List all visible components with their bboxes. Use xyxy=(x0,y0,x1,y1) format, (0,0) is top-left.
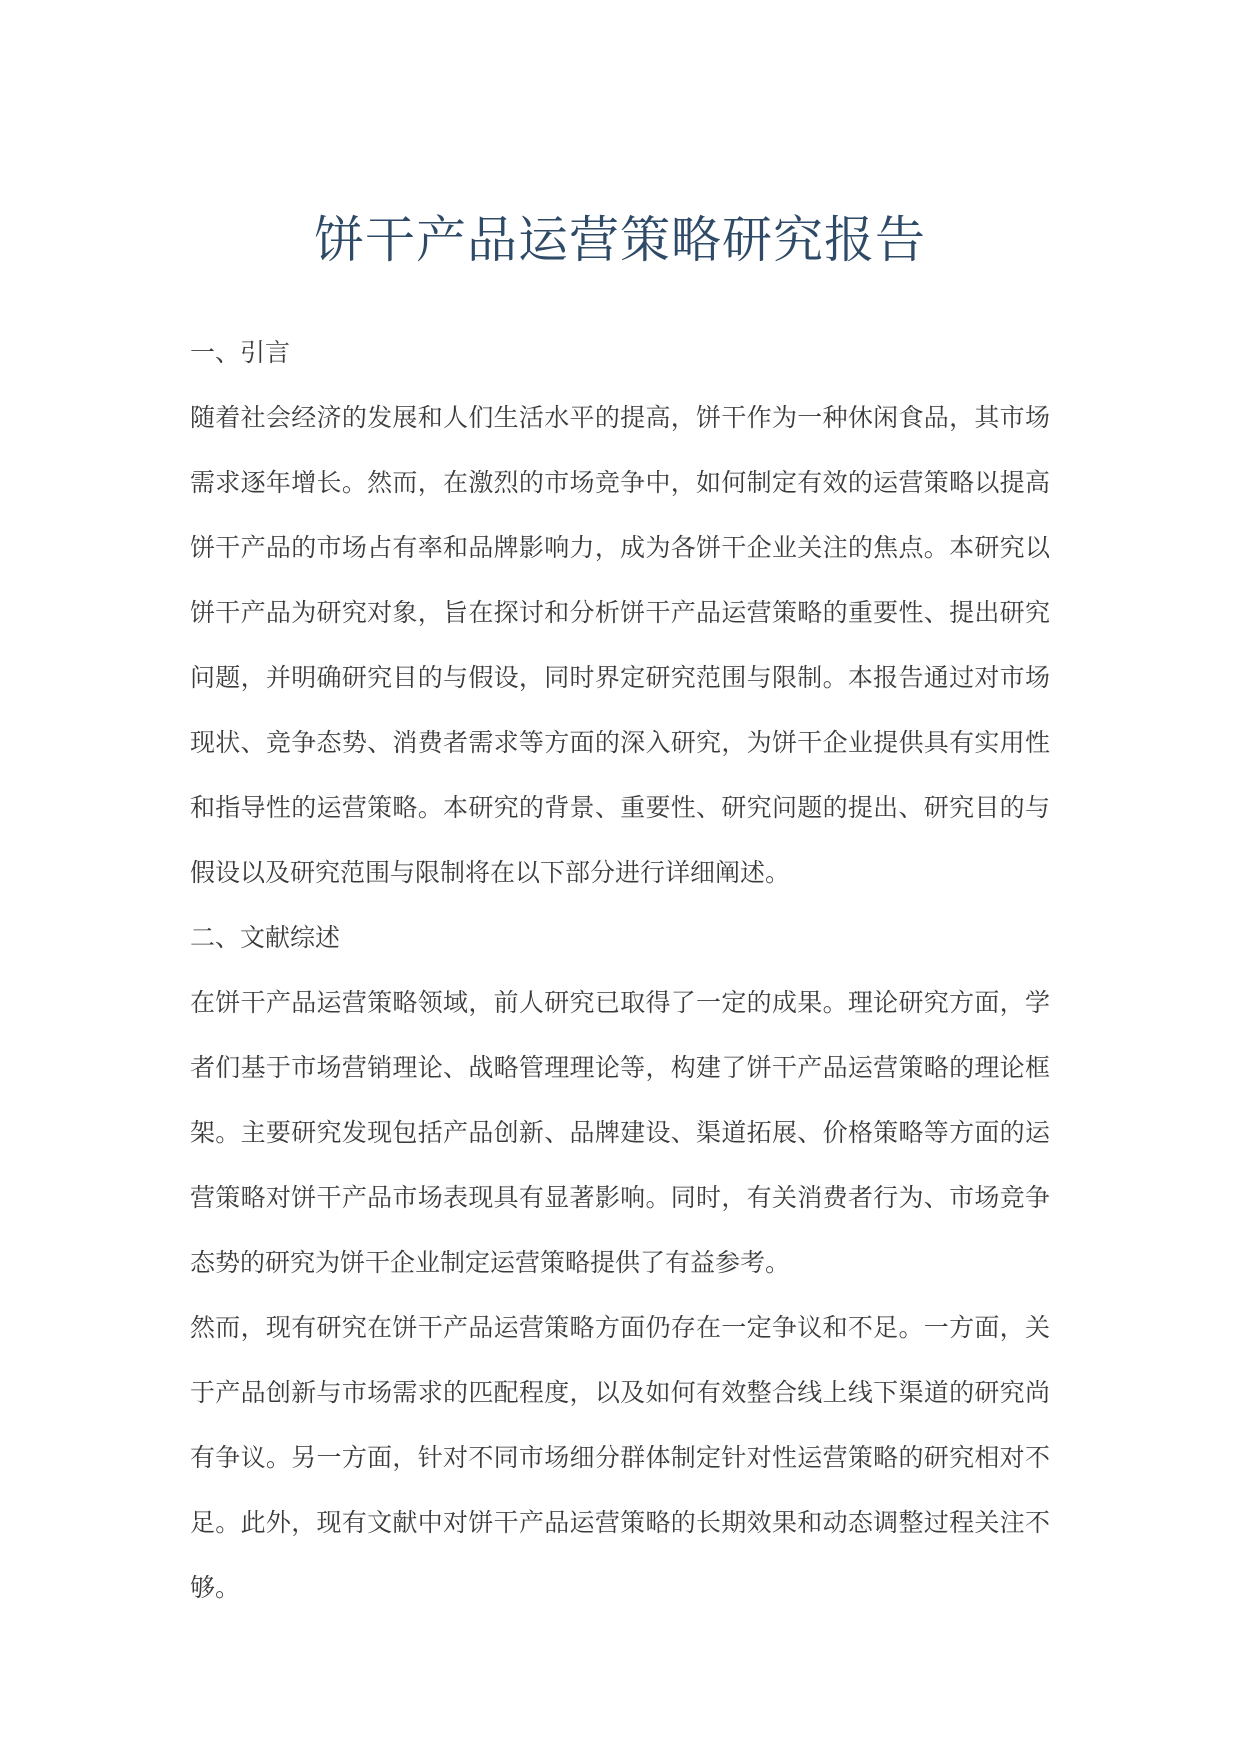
section-heading-literature-review: 二、文献综述 xyxy=(190,923,341,952)
literature-review-paragraph-2: 然而，现有研究在饼干产品运营策略方面仍存在一定争议和不足。一方面，关于产品创新与市场需求的匹配程度，以及如何有效整合线上线下渠道的研究尚有争议。另一方面，针对不同市场细分群体制定针对性运营策略的研究相对不足。此外，现有文献中对饼干产品运营策略的长期效果和动态调整过程关注不够。 xyxy=(190,1313,1050,1602)
section-heading-introduction: 一、引言 xyxy=(190,338,291,367)
introduction-paragraph: 随着社会经济的发展和人们生活水平的提高，饼干作为一种休闲食品，其市场需求逐年增长。然而，在激烈的市场竞争中，如何制定有效的运营策略以提高饼干产品的市场占有率和品牌影响力，成为各饼干企业关注的焦点。本研究以饼干产品为研究对象，旨在探讨和分析饼干产品运营策略的重要性、提出研究问题，并明确研究目的与假设，同时界定研究范围与限制。本报告通过对市场现状、竞争态势、消费者需求等方面的深入研究，为饼干企业提供具有实用性和指导性的运营策略。本研究的背景、重要性、研究问题的提出、研究目的与假设以及研究范围与限制将在以下部分进行详细阐述。 xyxy=(190,403,1050,887)
document-title: 饼干产品运营策略研究报告 xyxy=(314,211,926,269)
literature-review-paragraph-1: 在饼干产品运营策略领域，前人研究已取得了一定的成果。理论研究方面，学者们基于市场营销理论、战略管理理论等，构建了饼干产品运营策略的理论框架。主要研究发现包括产品创新、品牌建设、渠道拓展、价格策略等方面的运营策略对饼干产品市场表现具有显著影响。同时，有关消费者行为、市场竞争态势的研究为饼干企业制定运营策略提供了有益参考。 xyxy=(190,988,1050,1277)
document-body xyxy=(190,320,1050,1620)
